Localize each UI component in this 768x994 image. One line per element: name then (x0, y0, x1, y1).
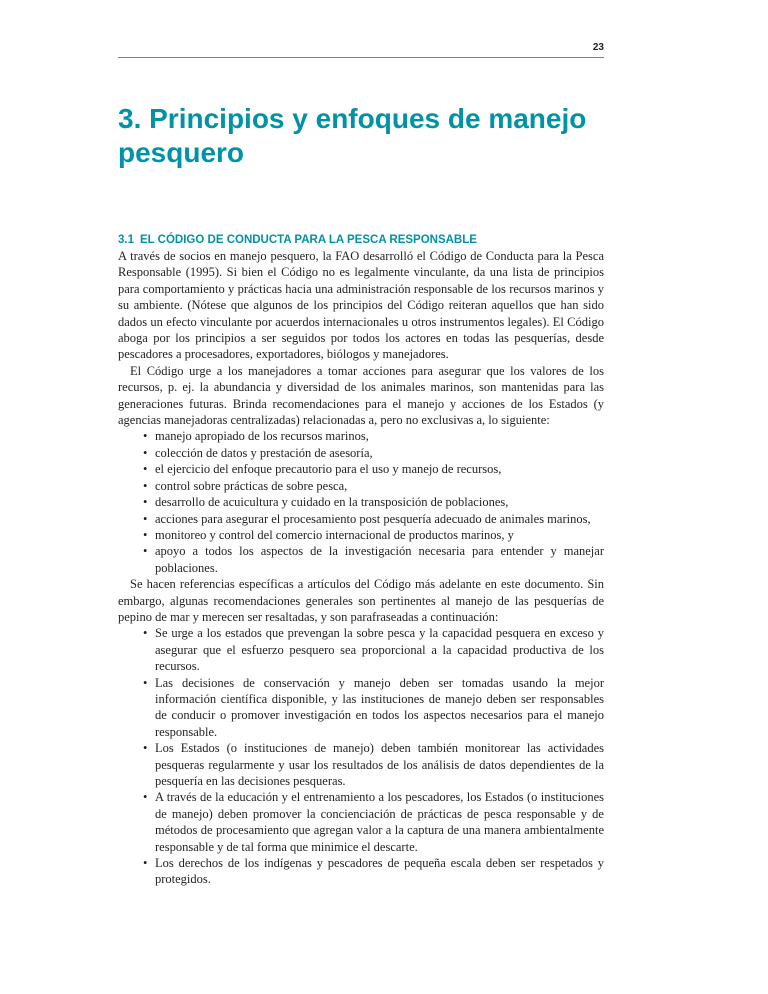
list-item (118, 543, 604, 576)
list-item-text: colección de datos y prestación de asesoría, (155, 445, 373, 460)
bullet-icon: • (143, 445, 148, 460)
list-item-text: control sobre prácticas de sobre pesca, (155, 478, 348, 493)
list-item-text: desarrollo de acuicultura y cuidado en la transposición de poblaciones, (155, 495, 509, 510)
section-heading-text: EL CÓDIGO DE CONDUCTA PARA LA PESCA RESPONSABLE (140, 234, 477, 246)
list-item (118, 740, 604, 789)
list-item-text: monitoreo y control del comercio internacional de productos marinos, y (155, 527, 514, 542)
bullet-icon: • (143, 527, 148, 542)
bullet-icon: • (143, 741, 148, 756)
list-item-text: Los derechos de los indígenas y pescadores de pequeña escala deben ser respetados y protegidos. (155, 856, 604, 887)
page-number: 23 (592, 42, 604, 53)
list-item (118, 527, 604, 543)
list-item (118, 461, 604, 477)
list-item-text: apoyo a todos los aspectos de la investigación necesaria para entender y manejar poblaciones. (155, 544, 604, 575)
bullet-icon: • (143, 544, 148, 559)
section-body (118, 233, 604, 888)
list-item (118, 855, 604, 888)
bullet-icon: • (143, 478, 148, 493)
list-item-text: Se urge a los estados que prevengan la sobre pesca y la capacidad pesquera en exceso y asegurar que el esfuerzo pesquero sea proporcional a la capacidad productiva de los recursos. (155, 626, 604, 674)
chapter-title: 3. Principios y enfoques de manejo pesquero (118, 103, 587, 168)
section-heading (118, 233, 604, 248)
bullet-icon: • (143, 790, 148, 805)
bullet-icon: • (143, 429, 148, 444)
section-number: 3.1 (118, 234, 134, 246)
list-item (118, 478, 604, 494)
bullet-icon: • (143, 511, 148, 526)
general-recommendations-list (118, 625, 604, 888)
list-item (118, 625, 604, 674)
bullet-icon: • (143, 856, 148, 871)
list-item-text: Los Estados (o instituciones de manejo) deben también monitorear las actividades pesqueras regularmente y usar los resultados de los análisis de datos dependientes de la pesquería en las decisiones pesqueras. (155, 741, 604, 788)
list-item (118, 428, 604, 444)
paragraph-intro: A través de socios en manejo pesquero, la FAO desarrolló el Código de Conducta para la Pesca Responsable (1995). Si bien el Código no es legalmente vinculante, da una lista de principios para comportamiento y prácticas hacia una administración responsable de los recursos marinos y su ambiente. (Nótese que algunos de los principios del Código reiteran aquellos que han sido dados un efecto vinculante por acuerdos internacionales u otros instrumentos legales). El Código aboga por los principios a ser seguidos por todos los actores en todas las pesquerías, desde pescadores a procesadores, exportadores, biólogos y manejadores. (118, 249, 604, 362)
bullet-icon: • (143, 675, 148, 690)
paragraph-references: Se hacen referencias específicas a artículos del Código más adelante en este documento. Sin embargo, algunas recomendaciones generales son pertinentes al manejo de las pesquerías de pepino de mar y merecen ser resaltadas, y son parafraseadas a continuación: (118, 577, 604, 624)
paragraph-code-urges: El Código urge a los manejadores a tomar acciones para asegurar que los valores de los recursos, p. ej. la abundancia y diversidad de los animales marinos, son mantenidas para las generaciones futuras. Brinda recomendaciones para el manejo y acciones de los Estados (y agencias manejadoras centralizadas) relacionadas a, pero no exclusivas a, lo siguiente: (118, 363, 604, 428)
list-item (118, 511, 604, 527)
bullet-icon: • (143, 462, 148, 477)
list-item-text: el ejercicio del enfoque precautorio para el uso y manejo de recursos, (155, 462, 502, 477)
list-item-text: manejo apropiado de los recursos marinos, (155, 429, 369, 444)
header-rule (118, 57, 604, 58)
list-item (118, 675, 604, 741)
list-item-text: Las decisiones de conservación y manejo deben ser tomadas usando la mejor información científica disponible, y las instituciones de manejo deben ser responsables de conducir o promover investigación en todos los aspectos necesarios para el manejo responsable. (155, 675, 604, 739)
list-item-text: acciones para asegurar el procesamiento post pesquería adecuado de animales marinos, (155, 511, 591, 526)
list-item (118, 494, 604, 510)
list-item (118, 789, 604, 855)
list-item (118, 445, 604, 461)
recommendation-list (118, 428, 604, 576)
bullet-icon: • (143, 626, 148, 641)
bullet-icon: • (143, 495, 148, 510)
list-item-text: A través de la educación y el entrenamiento a los pescadores, los Estados (o instituciones de manejo) deben promover la concienciación de prácticas de pesca responsable y de métodos de procesamiento que agregan valor a la captura de una manera ambientalmente responsable y de tal forma que minimice el descarte. (155, 790, 604, 854)
